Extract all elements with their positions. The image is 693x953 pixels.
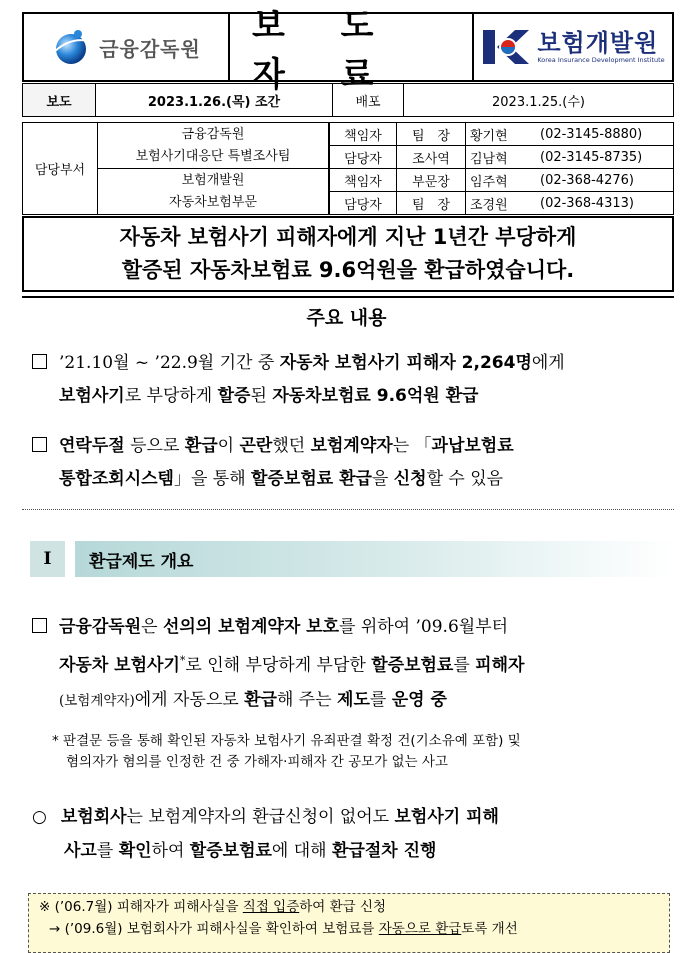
- department-org: 보험개발원 자동차보험부문: [98, 169, 330, 215]
- summary-paragraph-2: 연락두절 등으로 환급이 곤란했던 보험계약자는 「과납보험료 통합조회시스템」을 통해 할증보험료 환급을 신청할 수 있음: [32, 430, 672, 496]
- headline-box: [22, 216, 674, 292]
- title-cell: 조사역: [397, 146, 466, 169]
- role-cell: 책임자: [329, 123, 397, 146]
- name-cell: 조경원: [466, 192, 537, 215]
- department-table: [22, 122, 674, 215]
- footnote: * 판결문 등을 통해 확인된 자동차 보험사기 유죄판결 확정 건(기소유예 포함) 및 혐의자가 혐의를 인정한 건 중 가해자·피해자 간 공모가 없는 사고: [52, 733, 521, 770]
- release-info-table: [22, 83, 674, 117]
- name-cell: 임주혁: [466, 169, 537, 192]
- headline-line-1: 자동차 보험사기 피해자에게 지난 1년간 부당하게: [119, 225, 577, 249]
- kidi-english-name: Korea Insurance Development Institute: [537, 56, 665, 64]
- page-title: 보 도 자 료: [230, 14, 474, 80]
- checkbox-bullet-icon: [32, 618, 47, 633]
- department-org: 금융감독원 보험사기대응단 특별조사팀: [98, 123, 330, 169]
- name-cell: 김남혁: [466, 146, 537, 169]
- section-paragraph-2: ○ 보험회사는 보험계약자의 환급신청이 없어도 보험사기 피해 사고를 확인하여 할증보험료에 대해 환급절차 진행: [32, 807, 499, 861]
- summary-heading: 주요 내용: [306, 307, 387, 329]
- name-cell: 황기현: [466, 123, 537, 146]
- phone-cell: (02-3145-8735): [536, 146, 674, 169]
- press-release-header: [22, 6, 674, 95]
- section-title: 환급제도 개요: [75, 541, 674, 577]
- phone-cell: (02-3145-8880): [536, 123, 674, 146]
- report-label: 보도: [23, 84, 96, 117]
- section-paragraph-1: 금융감독원은 선의의 보험계약자 보호를 위하여 ’09.6월부터 자동차 보험사기*로 인해 부당하게 부담한 할증보험료를 피해자 (보험계약자)에게 자동으로 환급해 주는 제도를 운영 중: [32, 610, 672, 718]
- distribute-date: 2023.1.25.(수): [404, 84, 674, 117]
- kidi-name: 보험개발원: [537, 29, 659, 57]
- phone-cell: (02-368-4313): [536, 192, 674, 215]
- checkbox-bullet-icon: [32, 437, 47, 452]
- title-cell: 팀 장: [397, 192, 466, 215]
- headline-line-2: 할증된 자동차보험료 9.6억원을 환급하였습니다.: [121, 258, 575, 282]
- divider: [22, 296, 674, 298]
- role-cell: 담당자: [329, 146, 397, 169]
- title-cell: 부문장: [397, 169, 466, 192]
- kidi-emblem-icon: [481, 28, 533, 66]
- summary-paragraph-1: ’21.10월 ~ ’22.9월 기간 중 자동차 보험사기 피해자 2,264명에게 보험사기로 부당하게 할증된 자동차보험료 9.6억원 환급: [32, 347, 672, 413]
- section-number: I: [30, 541, 65, 577]
- note-box: ※ (’06.7월) 피해자가 피해사실을 직접 입증하여 환급 신청 → (’09.6월) 보험회사가 피해사실을 확인하여 보험료를 자동으로 환급토록 개선: [28, 893, 670, 953]
- department-label: 담당부서: [23, 123, 98, 215]
- circle-bullet: ○: [32, 807, 47, 827]
- report-date: 2023.1.26.(목) 조간: [96, 84, 333, 117]
- role-cell: 담당자: [329, 192, 397, 215]
- dotted-divider: [22, 509, 674, 510]
- fss-name: 금융감독원: [99, 36, 201, 61]
- title-cell: 팀 장: [397, 123, 466, 146]
- checkbox-bullet-icon: [32, 354, 47, 369]
- distribute-label: 배포: [333, 84, 404, 117]
- role-cell: 책임자: [329, 169, 397, 192]
- fss-globe-icon: [51, 27, 91, 67]
- phone-cell: (02-368-4276): [536, 169, 674, 192]
- kidi-logo: [474, 14, 672, 80]
- fss-logo: [24, 14, 230, 80]
